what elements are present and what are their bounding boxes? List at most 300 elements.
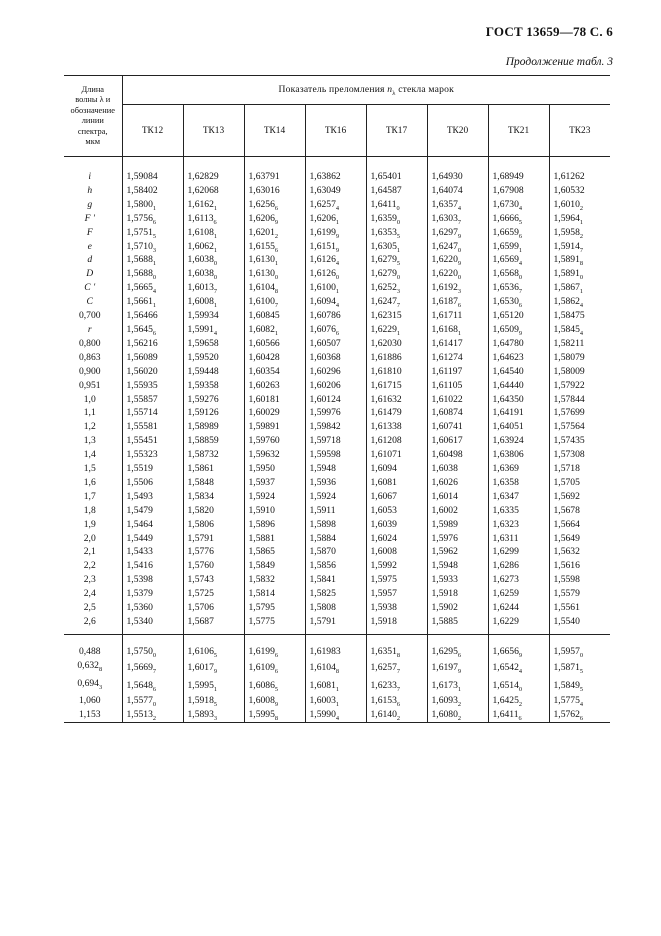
index-cell <box>122 645 183 659</box>
index-cell <box>427 253 488 267</box>
index-value: 1,5776 <box>187 546 214 558</box>
index-cell <box>183 379 244 393</box>
index-cell <box>488 406 549 420</box>
index-cell <box>427 434 488 448</box>
table-row <box>64 212 610 226</box>
index-cell <box>549 393 610 407</box>
index-value: 1,5513 <box>126 709 153 721</box>
index-value: 1,6197 <box>431 661 458 673</box>
index-value: 1,57564 <box>553 421 585 433</box>
index-cell <box>244 677 305 695</box>
index-cell <box>427 587 488 601</box>
table-row <box>64 518 610 532</box>
index-value: 1,6130 <box>248 268 275 280</box>
index-value: 1,5861 <box>187 463 214 475</box>
index-cell <box>305 309 366 323</box>
index-value: 1,56466 <box>126 310 158 322</box>
index-subscript-digit: 3 <box>396 288 401 296</box>
index-value: 1,59891 <box>248 421 280 433</box>
index-cell <box>549 420 610 434</box>
column-header: ТК16 <box>305 105 366 157</box>
table-row <box>64 532 610 546</box>
index-value: 1,5791 <box>187 532 214 544</box>
index-subscript-digit: 0 <box>518 685 523 693</box>
index-value: 1,5340 <box>126 616 153 627</box>
index-value: 1,6017 <box>187 661 214 673</box>
wavelength-cell <box>64 351 122 365</box>
index-cell <box>427 267 488 281</box>
index-cell <box>488 253 549 267</box>
wavelength-value: 1,5 <box>83 463 96 475</box>
index-value: 1,6509 <box>492 323 519 335</box>
index-value: 1,6411 <box>370 198 397 210</box>
index-cell <box>427 184 488 198</box>
index-value: 1,5989 <box>431 518 458 530</box>
wavelength-cell <box>64 240 122 254</box>
index-cell <box>366 476 427 490</box>
index-cell <box>244 573 305 587</box>
wavelength-value: 2,1 <box>83 546 96 558</box>
index-cell <box>305 659 366 677</box>
index-value: 1,5862 <box>553 296 580 308</box>
index-value: 1,5648 <box>126 679 153 691</box>
index-cell <box>366 212 427 226</box>
index-cell <box>366 240 427 254</box>
index-value: 1,5948 <box>431 560 458 572</box>
index-value: 1,61417 <box>431 337 463 349</box>
index-value: 1,6323 <box>492 518 519 530</box>
wavelength-value: D <box>86 268 94 280</box>
index-cell <box>488 615 549 629</box>
index-value: 1,59718 <box>309 435 341 447</box>
index-cell <box>488 504 549 518</box>
index-cell <box>122 170 183 184</box>
index-value: 1,6286 <box>492 560 519 572</box>
index-cell <box>488 601 549 615</box>
index-value: 1,6094 <box>309 296 336 308</box>
index-value: 1,5814 <box>248 588 275 600</box>
index-cell <box>427 393 488 407</box>
index-value: 1,58989 <box>187 421 219 433</box>
index-value: 1,6162 <box>187 198 214 210</box>
index-cell <box>549 337 610 351</box>
index-cell <box>488 476 549 490</box>
table-row <box>64 365 610 379</box>
index-cell <box>488 677 549 695</box>
group-header-subscript: λ <box>392 89 396 97</box>
wavelength-value: h <box>87 184 93 196</box>
index-cell <box>366 393 427 407</box>
index-cell <box>549 323 610 337</box>
index-value: 1,5493 <box>126 490 153 502</box>
index-value: 1,6155 <box>248 240 275 252</box>
index-subscript-digit: 1 <box>213 302 218 310</box>
index-cell <box>183 677 244 695</box>
index-cell <box>305 677 366 695</box>
index-value: 1,56020 <box>126 365 158 377</box>
index-value: 1,5884 <box>309 532 336 544</box>
index-cell <box>183 170 244 184</box>
wavelength-header <box>64 76 122 157</box>
index-value: 1,5832 <box>248 574 275 586</box>
index-cell <box>488 434 549 448</box>
index-cell <box>488 267 549 281</box>
index-cell <box>305 587 366 601</box>
index-cell <box>427 281 488 295</box>
index-cell <box>366 490 427 504</box>
index-value: 1,6351 <box>370 645 397 657</box>
index-cell <box>122 532 183 546</box>
index-value: 1,5976 <box>431 532 458 544</box>
index-value: 1,5464 <box>126 518 153 530</box>
index-cell <box>305 504 366 518</box>
index-value: 1,57699 <box>553 407 585 419</box>
index-cell <box>488 559 549 573</box>
column-header: ТК13 <box>183 105 244 157</box>
index-cell <box>549 518 610 532</box>
index-value: 1,5678 <box>553 504 580 516</box>
refractive-index-group-header <box>122 76 610 105</box>
index-subscript-digit: 0 <box>518 274 523 282</box>
index-cell <box>122 504 183 518</box>
index-subscript-digit: 1 <box>335 218 340 226</box>
index-subscript-digit: 4 <box>335 715 340 723</box>
index-cell <box>244 532 305 546</box>
index-subscript-digit: 1 <box>335 288 340 296</box>
index-cell <box>305 406 366 420</box>
index-cell <box>305 573 366 587</box>
index-cell <box>183 504 244 518</box>
index-value: 1,5936 <box>309 476 336 488</box>
index-value: 1,55714 <box>126 407 158 419</box>
index-value: 1,5962 <box>431 546 458 558</box>
index-cell <box>244 504 305 518</box>
index-cell <box>305 462 366 476</box>
wavelength-cell <box>64 434 122 448</box>
index-subscript-digit: 4 <box>518 204 523 212</box>
index-cell <box>427 337 488 351</box>
table-row <box>64 198 610 212</box>
index-value: 1,6247 <box>431 240 458 252</box>
index-cell <box>549 532 610 546</box>
index-value: 1,60498 <box>431 449 463 461</box>
index-value: 1,65120 <box>492 310 524 322</box>
index-value: 1,61208 <box>370 435 402 447</box>
index-cell <box>183 295 244 309</box>
wavelength-cell <box>64 226 122 240</box>
group-header-text: стекла марок <box>395 83 454 95</box>
index-value: 1,6126 <box>309 268 336 280</box>
index-value: 1,6536 <box>492 282 519 294</box>
wavelength-header-line: обозначение <box>70 105 115 115</box>
index-cell <box>549 645 610 659</box>
wavelength-subscript: 3 <box>98 683 103 691</box>
index-subscript-digit: 4 <box>518 667 523 675</box>
index-cell <box>488 659 549 677</box>
index-cell <box>305 545 366 559</box>
index-value: 1,6247 <box>370 296 397 308</box>
index-cell <box>488 379 549 393</box>
index-cell <box>549 212 610 226</box>
index-cell <box>183 448 244 462</box>
index-value: 1,6008 <box>187 296 214 308</box>
index-subscript-digit: 5 <box>518 218 523 226</box>
index-cell <box>183 309 244 323</box>
index-cell <box>305 337 366 351</box>
wavelength-value: 2,4 <box>83 588 96 600</box>
index-cell <box>183 476 244 490</box>
spacer-cell <box>244 157 305 171</box>
index-cell <box>122 253 183 267</box>
index-value: 1,6206 <box>309 212 336 224</box>
index-value: 1,6106 <box>187 645 214 657</box>
index-value: 1,6076 <box>309 323 336 335</box>
index-value: 1,60368 <box>309 351 341 363</box>
index-value: 1,5918 <box>431 588 458 600</box>
index-cell <box>427 309 488 323</box>
index-value: 1,62315 <box>370 310 402 322</box>
index-value: 1,5891 <box>553 254 580 266</box>
index-subscript-digit: 9 <box>213 667 218 675</box>
index-cell <box>366 253 427 267</box>
index-cell <box>122 337 183 351</box>
index-value: 1,5937 <box>248 476 275 488</box>
index-value: 1,65401 <box>370 171 402 182</box>
index-subscript-digit: 8 <box>579 260 584 268</box>
index-subscript-digit: 4 <box>335 204 340 212</box>
index-cell <box>305 615 366 629</box>
index-value: 1,5865 <box>248 546 275 558</box>
wavelength-header-line: линии <box>81 116 104 125</box>
index-value: 1,59934 <box>187 310 219 322</box>
index-value: 1,6257 <box>309 198 336 210</box>
index-value: 1,6273 <box>492 574 519 586</box>
index-subscript-digit: 0 <box>579 651 584 659</box>
index-cell <box>122 281 183 295</box>
index-value: 1,6303 <box>431 212 458 224</box>
index-cell <box>305 476 366 490</box>
index-subscript-digit: 7 <box>518 288 523 296</box>
index-cell <box>183 323 244 337</box>
index-value: 1,6259 <box>492 588 519 600</box>
spacer-cell <box>305 157 366 171</box>
index-cell <box>183 615 244 629</box>
index-cell <box>183 406 244 420</box>
index-value: 1,5705 <box>553 476 580 488</box>
index-value: 1,6086 <box>248 679 275 691</box>
table-row <box>64 337 610 351</box>
wavelength-value: e <box>87 240 92 252</box>
table-row <box>64 694 610 708</box>
wavelength-value: 1,0 <box>83 393 96 405</box>
index-cell <box>366 434 427 448</box>
index-cell <box>366 448 427 462</box>
index-cell <box>366 587 427 601</box>
wavelength-value: F ′ <box>84 212 95 224</box>
wavelength-cell <box>64 420 122 434</box>
wavelength-header-line: волны λ и <box>75 95 111 104</box>
index-value: 1,6358 <box>492 476 519 488</box>
column-header: ТК23 <box>549 105 610 157</box>
index-cell <box>549 659 610 677</box>
index-subscript-digit: 0 <box>274 274 279 282</box>
index-cell <box>244 351 305 365</box>
index-cell <box>122 198 183 212</box>
index-value: 1,61810 <box>370 365 402 377</box>
table-row <box>64 659 610 677</box>
index-cell <box>305 323 366 337</box>
wavelength-cell <box>64 573 122 587</box>
index-cell <box>488 323 549 337</box>
index-cell <box>183 645 244 659</box>
index-cell <box>183 532 244 546</box>
index-cell <box>305 645 366 659</box>
index-cell <box>244 559 305 573</box>
index-value: 1,6220 <box>431 254 458 266</box>
wavelength-value: 0,700 <box>78 310 101 322</box>
index-cell <box>488 170 549 184</box>
index-value: 1,5687 <box>187 616 214 627</box>
table-row <box>64 295 610 309</box>
index-value: 1,64623 <box>492 351 524 363</box>
index-value: 1,61983 <box>309 645 341 657</box>
index-cell <box>488 694 549 708</box>
index-cell <box>488 393 549 407</box>
index-subscript-digit: 0 <box>152 274 157 282</box>
index-cell <box>244 545 305 559</box>
index-cell <box>122 545 183 559</box>
index-subscript-digit: 2 <box>457 715 462 723</box>
spacer-cell <box>427 634 488 645</box>
index-cell <box>122 434 183 448</box>
index-value: 1,60296 <box>309 365 341 377</box>
index-cell <box>305 532 366 546</box>
column-header: ТК12 <box>122 105 183 157</box>
index-cell <box>427 645 488 659</box>
index-value: 1,6199 <box>248 645 275 657</box>
index-value: 1,6244 <box>492 602 519 614</box>
index-cell <box>305 393 366 407</box>
index-cell <box>488 645 549 659</box>
index-cell <box>244 615 305 629</box>
index-subscript-digit: 6 <box>152 218 157 226</box>
index-subscript-digit: 1 <box>457 685 462 693</box>
wavelength-cell <box>64 490 122 504</box>
index-value: 1,59760 <box>248 435 280 447</box>
index-subscript-digit: 7 <box>579 246 584 254</box>
index-cell <box>244 337 305 351</box>
spacer-cell <box>366 157 427 171</box>
index-subscript-digit: 2 <box>518 701 523 709</box>
table-row <box>64 573 610 587</box>
index-cell <box>244 645 305 659</box>
index-cell <box>366 379 427 393</box>
wavelength-cell <box>64 212 122 226</box>
index-cell <box>305 281 366 295</box>
index-cell <box>244 240 305 254</box>
wavelength-cell <box>64 198 122 212</box>
spacer-cell <box>122 634 183 645</box>
index-cell <box>244 518 305 532</box>
index-cell <box>427 462 488 476</box>
index-cell <box>549 490 610 504</box>
index-cell <box>549 406 610 420</box>
index-value: 1,5914 <box>553 240 580 252</box>
index-cell <box>427 420 488 434</box>
wavelength-value: 2,3 <box>83 574 96 586</box>
index-value: 1,6357 <box>431 198 458 210</box>
spacer-cell <box>183 157 244 171</box>
index-cell <box>122 365 183 379</box>
index-value: 1,59358 <box>187 379 219 391</box>
index-value: 1,6024 <box>370 532 397 544</box>
index-cell <box>488 281 549 295</box>
index-cell <box>366 573 427 587</box>
index-value: 1,6568 <box>492 268 519 280</box>
index-value: 1,5957 <box>370 588 397 600</box>
index-value: 1,6002 <box>431 504 458 516</box>
wavelength-value: 1,1 <box>83 407 96 419</box>
index-cell <box>122 677 183 695</box>
index-cell <box>366 532 427 546</box>
index-value: 1,6081 <box>309 679 336 691</box>
index-cell <box>427 365 488 379</box>
index-value: 1,61105 <box>431 379 463 391</box>
index-value: 1,64930 <box>431 171 463 182</box>
index-subscript-digit: 4 <box>335 260 340 268</box>
index-cell <box>488 184 549 198</box>
index-value: 1,61197 <box>431 365 463 377</box>
index-value: 1,5645 <box>126 323 153 335</box>
index-cell <box>244 406 305 420</box>
index-value: 1,6666 <box>492 212 519 224</box>
index-cell <box>244 267 305 281</box>
index-subscript-digit: 7 <box>396 302 401 310</box>
index-cell <box>183 226 244 240</box>
index-subscript-digit: 0 <box>396 274 401 282</box>
index-cell <box>244 601 305 615</box>
index-value: 1,56216 <box>126 337 158 349</box>
index-cell <box>366 406 427 420</box>
index-cell <box>183 601 244 615</box>
index-value: 1,64587 <box>370 184 402 196</box>
column-header: ТК21 <box>488 105 549 157</box>
wavelength-cell <box>64 406 122 420</box>
index-cell <box>488 365 549 379</box>
index-value: 1,63806 <box>492 449 524 461</box>
index-subscript-digit: 7 <box>396 685 401 693</box>
index-subscript-digit: 7 <box>396 667 401 675</box>
index-cell <box>244 184 305 198</box>
index-value: 1,5957 <box>553 645 580 657</box>
wavelength-value: 1,3 <box>83 435 96 447</box>
table-row <box>64 253 610 267</box>
index-value: 1,6108 <box>187 226 214 238</box>
index-cell <box>183 337 244 351</box>
index-value: 1,6153 <box>370 695 397 707</box>
index-cell <box>183 267 244 281</box>
index-cell <box>366 559 427 573</box>
wavelength-value: 0,863 <box>78 351 101 363</box>
index-subscript-digit: 9 <box>335 246 340 254</box>
index-value: 1,6201 <box>248 226 275 238</box>
wavelength-cell <box>64 393 122 407</box>
index-cell <box>183 393 244 407</box>
spacer-cell <box>64 157 122 171</box>
index-value: 1,58402 <box>126 184 158 196</box>
index-value: 1,5725 <box>187 588 214 600</box>
index-subscript-digit: 1 <box>518 246 523 254</box>
